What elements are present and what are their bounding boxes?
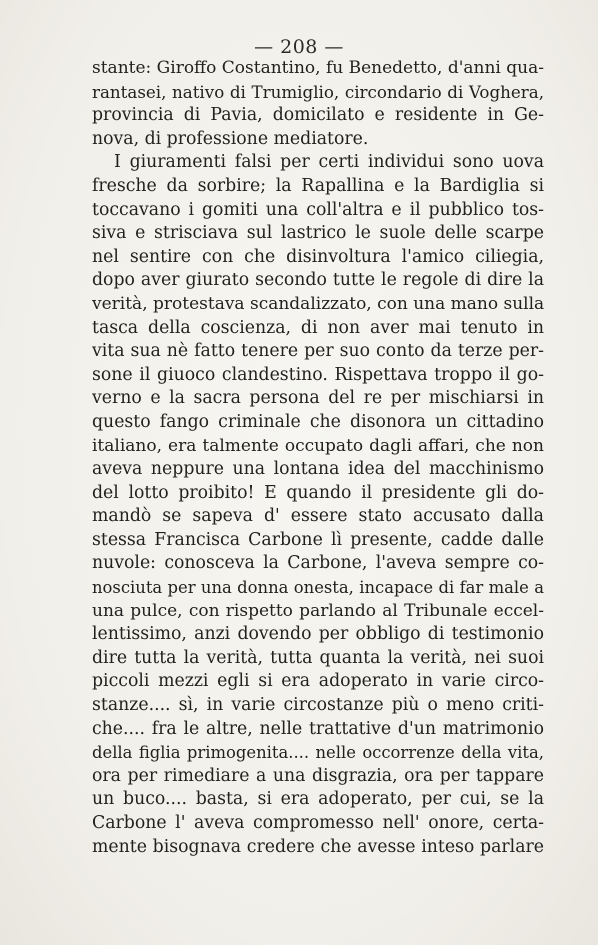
text-line: tasca della coscienza, di non aver mai tenuto in	[92, 317, 544, 338]
text-line: un buco.... basta, si era adoperato, per cui, se la	[92, 789, 544, 810]
text-line: verità, protestava scandalizzato, con una mano sulla	[92, 293, 544, 314]
text-line: ora per rimediare a una disgrazia, ora per tappare	[92, 765, 544, 786]
text-line: Carbone l' aveva compromesso nell' onore, certa-	[92, 813, 544, 833]
text-line: lentissimo, anzi dovendo per obbligo di testimonio	[92, 624, 544, 645]
text-line: stanze.... sì, in varie circostanze più o meno criti-	[92, 695, 544, 716]
text-line: questo fango criminale che disonora un cittadino	[92, 411, 544, 432]
text-line: rantasei, nativo di Trumiglio, circondario di Voghera,	[92, 81, 544, 102]
text-line: piccoli mezzi egli si era adoperato in varie circo-	[92, 671, 544, 692]
text-line: della figlia primogenita.... nelle occorrenze della vita,	[92, 743, 544, 763]
text-line: dopo aver giurato secondo tutte le regole di dire la	[92, 270, 544, 291]
text-line: nuvole: conosceva la Carbone, l'aveva sempre co-	[92, 553, 544, 574]
text-line: fresche da sorbire; la Rapallina e la Bardiglia si	[92, 175, 544, 196]
text-line: nosciuta per una donna onesta, incapace di far male a	[92, 578, 544, 598]
text-line: nel sentire con che disinvoltura l'amico ciliegia,	[92, 246, 544, 267]
text-line: aveva neppure una lontana idea del macchinismo	[92, 459, 544, 480]
text-line: toccavano i gomiti una coll'altra e il pubblico tos-	[92, 199, 544, 220]
text-line: del lotto proibito! E quando il presidente gli do-	[92, 482, 544, 503]
page-number: — 208 —	[254, 36, 344, 58]
text-line: stante: Giroffo Costantino, fu Benedetto, d'anni qua-	[92, 58, 544, 78]
text-line: verno e la sacra persona del re per mischiarsi in	[92, 388, 544, 409]
body-text	[92, 57, 544, 859]
text-line: stessa Francisca Carbone lì presente, cadde dalle	[92, 529, 544, 550]
text-line: siva e strisciava sul lastrico le suole delle scarpe	[92, 223, 544, 244]
text-line: provincia di Pavia, domicilato e residente in Ge-	[92, 105, 544, 126]
text-line: dire tutta la verità, tutta quanta la verità, nei suoi	[92, 647, 544, 668]
text-line: nova, di professione mediatore.	[92, 128, 369, 149]
text-line: mente bisognava credere che avesse inteso parlare	[92, 836, 544, 857]
text-line: che.... fra le altre, nelle trattative d'un matrimonio	[92, 718, 544, 739]
text-line: una pulce, con rispetto parlando al Tribunale eccel-	[92, 600, 544, 621]
text-line: italiano, era talmente occupato dagli affari, che non	[92, 435, 544, 456]
text-line: mandò se sapeva d' essere stato accusato dalla	[92, 506, 544, 527]
text-line: vita sua nè fatto tenere per suo conto da terze per-	[92, 341, 544, 362]
text-line: I giuramenti falsi per certi individui sono uova	[114, 152, 544, 173]
text-line: sone il giuoco clandestino. Rispettava troppo il go-	[92, 364, 544, 385]
